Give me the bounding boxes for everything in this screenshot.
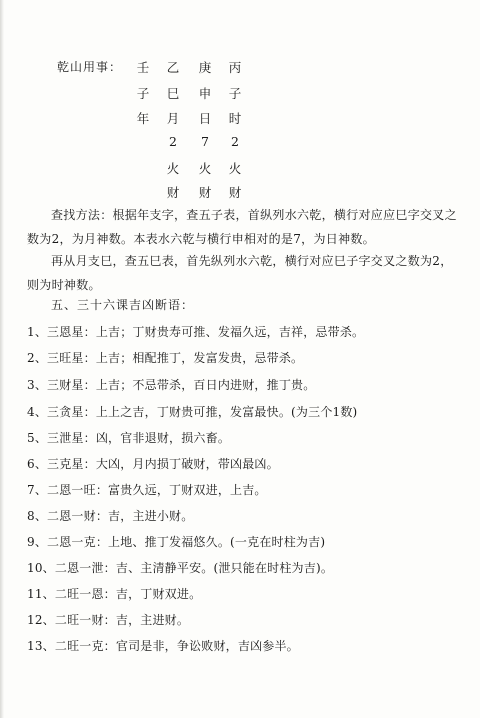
number-month: 2 [169, 134, 177, 149]
header-label: 乾山用事： [57, 60, 123, 74]
scan-edge [0, 0, 4, 718]
list-item: 6、三克星：大凶，月内损丁破财，带凶最凶。 [27, 457, 279, 471]
branch-month: 巳 [166, 86, 180, 101]
list-item: 3、三财星：上吉；不忌带杀，百日内进财，推丁贵。 [27, 378, 316, 392]
element-day: 火 [198, 161, 212, 176]
category-hour: 财 [228, 185, 242, 200]
list-item: 1、三恩星：上吉；丁财贵寿可推、发福久远，吉祥，忌带杀。 [27, 325, 365, 339]
list-item: 9、二恩一克：上地、推丁发福悠久。(一克在时柱为吉) [27, 535, 326, 549]
list-item: 5、三泄星：凶，官非退财，损六畜。 [27, 431, 231, 445]
element-month: 火 [166, 161, 180, 176]
position-year: 年 [136, 111, 150, 126]
branch-hour: 子 [228, 86, 242, 101]
category-day: 财 [198, 185, 212, 200]
number-hour: 2 [231, 134, 239, 149]
stem-hour: 丙 [228, 60, 242, 75]
list-item: 12、二旺一财：吉，主进财。 [27, 613, 190, 627]
list-item: 4、三贪星：上上之吉，丁财贵可推，发富最快。(为三个1数) [27, 405, 358, 419]
category-month: 财 [166, 185, 180, 200]
list-item: 2、三旺星：上吉；相配推丁，发富发贵，忌带杀。 [27, 351, 304, 365]
position-month: 月 [166, 111, 180, 126]
list-item: 7、二恩一旺：富贵久远，丁财双进，上吉。 [27, 483, 267, 497]
branch-day: 申 [198, 86, 212, 101]
list-item: 8、二恩一财：吉，主进小财。 [27, 509, 194, 523]
list-item: 11、二旺一恩：吉，丁财双进。 [27, 587, 202, 601]
method-paragraph: 查找方法：根据年支字，查五子表，首纵列水六乾，横行对应应巳字交叉之数为2，为月神数。本表水六乾与横行申相对的是7，为日神数。 [27, 208, 457, 246]
section-title: 五、三十六课吉凶断语： [51, 298, 195, 312]
stem-month: 乙 [166, 60, 180, 75]
branch-year: 子 [136, 86, 150, 101]
hour-method-paragraph: 再从月支巳，查五巳表，首先纵列水六乾，横行对应巳子字交叉之数为2，则为时神数。 [27, 254, 453, 292]
list-item: 13、二旺一克：官司是非，争讼败财，吉凶参半。 [27, 639, 299, 653]
position-hour: 时 [228, 111, 242, 126]
list-item: 10、二恩一泄：吉、主清静平安。(泄只能在时柱为吉)。 [27, 561, 334, 575]
number-day: 7 [201, 134, 209, 149]
stem-year: 壬 [136, 60, 150, 75]
element-hour: 火 [228, 161, 242, 176]
stem-day: 庚 [198, 60, 212, 75]
position-day: 日 [198, 111, 212, 126]
